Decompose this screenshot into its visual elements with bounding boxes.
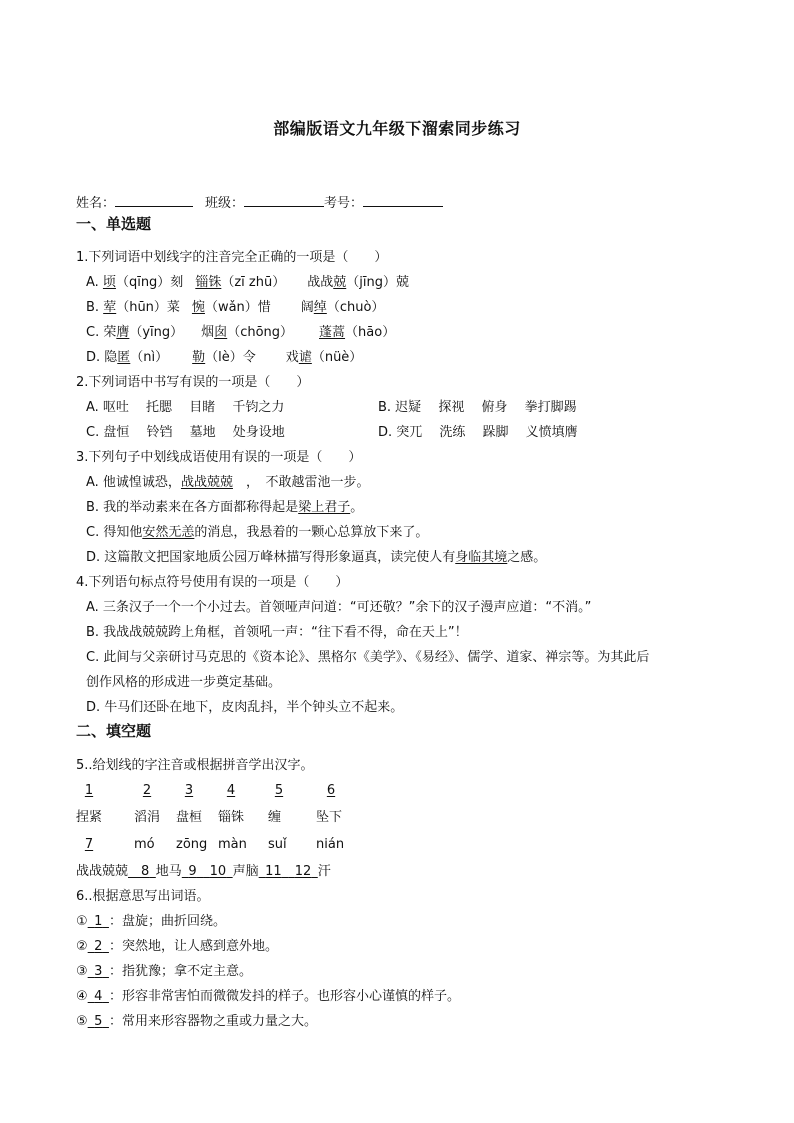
q2-option-d[interactable]: D. 突兀 洗练 跺脚 义愤填膺: [378, 425, 578, 440]
name-field[interactable]: [115, 194, 193, 207]
q6-blank-3[interactable]: 3: [94, 964, 103, 979]
q4-option-b[interactable]: B. 我战战兢兢跨上角框，首领吼一声：“往下看不得，命在天上”！: [86, 625, 468, 640]
q6-blank-5[interactable]: 5: [94, 1014, 103, 1029]
blank-10[interactable]: 10: [209, 864, 227, 879]
pinyin-5: nián: [316, 837, 345, 852]
q2-option-c[interactable]: C. 盘恒 铃铛 墓地 处身设地: [86, 425, 285, 440]
blank-5[interactable]: 5: [274, 783, 284, 798]
pinyin-3: màn: [218, 837, 247, 852]
q3-option-b[interactable]: B. 我的举动素来在各方面都称得起是梁上君子。: [86, 500, 364, 515]
question-1-stem: 1.下列词语中划线字的注音完全正确的一项是（ ）: [76, 250, 388, 265]
pinyin-2: zōng: [176, 837, 208, 852]
q4-option-c[interactable]: C. 此间与父亲研讨马克思的《资本论》、黑格尔《美学》、《易经》、儒学、道家、禅宗等。为其此后: [86, 650, 650, 665]
exam-number-field[interactable]: [363, 194, 443, 207]
q3-option-a[interactable]: A. 他诚惶诚恐，战战兢兢 ， 不敢越雷池一步。: [86, 475, 370, 490]
q4-option-c-continued: 创作风格的形成进一步奠定基础。: [86, 675, 282, 690]
blank-4[interactable]: 4: [226, 783, 236, 798]
section-heading-fill-blank: 二、填空题: [76, 722, 152, 740]
q6-blank-4[interactable]: 4: [94, 989, 103, 1004]
q2-option-b[interactable]: B. 迟疑 探视 俯身 拳打脚踢: [378, 400, 577, 415]
q4-option-a[interactable]: A. 三条汉子一个一个小过去。首领哑声问道：“可还敬？”余下的汉子漫声应道：“不消。”: [86, 600, 592, 615]
word-4: 锱铢: [218, 810, 245, 825]
q1-option-c[interactable]: C. 荣膺（yīng） 烟囱（chōng） 蓬蒿（hāo）: [86, 325, 396, 340]
student-info-row: [76, 194, 443, 212]
blank-7[interactable]: 7: [84, 837, 94, 852]
blank-1[interactable]: 1: [84, 783, 94, 798]
q2-option-a[interactable]: A. 呕吐 托腮 目睹 千钧之力: [86, 400, 285, 415]
word-3: 盘桓: [176, 810, 203, 825]
blank-12[interactable]: 12: [294, 864, 312, 879]
q6-item-1: ① 1 ：盘旋；曲折回绕。: [76, 914, 226, 929]
word-1: 捏紧: [76, 810, 103, 825]
q4-option-d[interactable]: D. 牛马们还卧在地下，皮肉乱抖，半个钟头立不起来。: [86, 700, 404, 715]
pinyin-4: suǐ: [268, 837, 287, 852]
class-field[interactable]: [244, 194, 324, 207]
blank-2[interactable]: 2: [142, 783, 152, 798]
q5-last-row: 战战兢兢 8 地马 9 10 声脑 11 12 汗: [76, 864, 331, 879]
class-label: 班级：: [205, 196, 245, 211]
word-6: 坠下: [316, 810, 343, 825]
q1-option-a[interactable]: A. 顷（qīng）刻 锱铢（zī zhū） 战战兢（jīng）兢: [86, 275, 409, 290]
question-6-stem: 6..根据意思写出词语。: [76, 889, 210, 904]
word-2: 滔涓: [134, 810, 161, 825]
q1-option-b[interactable]: B. 荤（hūn）菜 惋（wǎn）惜 阔绰（chuò）: [86, 300, 385, 315]
page-title: 部编版语文九年级下溜索同步练习: [273, 119, 521, 138]
q3-option-d[interactable]: D. 这篇散文把国家地质公园万峰林描写得形象逼真，读完使人有身临其境之感。: [86, 550, 547, 565]
q6-item-5: ⑤ 5 ：常用来形容器物之重或力量之大。: [76, 1014, 317, 1029]
question-2-stem: 2.下列词语中书写有误的一项是（ ）: [76, 375, 310, 390]
blank-3[interactable]: 3: [184, 783, 194, 798]
q6-item-3: ③ 3 ：指犹豫；拿不定主意。: [76, 964, 252, 979]
q6-item-4: ④ 4 ：形容非常害怕而微微发抖的样子。也形容小心谨慎的样子。: [76, 989, 460, 1004]
question-3-stem: 3.下列句子中划线成语使用有误的一项是（ ）: [76, 450, 362, 465]
q6-blank-1[interactable]: 1: [94, 914, 103, 929]
word-5: 缠: [268, 810, 282, 825]
pinyin-1: mó: [134, 837, 155, 852]
question-4-stem: 4.下列语句标点符号使用有误的一项是（ ）: [76, 575, 349, 590]
q1-option-d[interactable]: D. 隐匿（nì） 勒（lè）令 戏谑（nüè）: [86, 350, 363, 365]
q6-item-2: ② 2 ：突然地，让人感到意外地。: [76, 939, 278, 954]
blank-8[interactable]: 8: [141, 864, 150, 879]
q6-blank-2[interactable]: 2: [94, 939, 103, 954]
exam-number-label: 考号：: [324, 196, 364, 211]
blank-9[interactable]: 9: [188, 864, 197, 879]
blank-6[interactable]: 6: [326, 783, 336, 798]
name-label: 姓名：: [76, 196, 116, 211]
blank-11[interactable]: 11: [265, 864, 282, 879]
question-5-stem: 5..给划线的字注音或根据拼音学出汉字。: [76, 758, 314, 773]
q3-option-c[interactable]: C. 得知他安然无恙的消息，我悬着的一颗心总算放下来了。: [86, 525, 429, 540]
section-heading-single-choice: 一、单选题: [76, 215, 152, 233]
